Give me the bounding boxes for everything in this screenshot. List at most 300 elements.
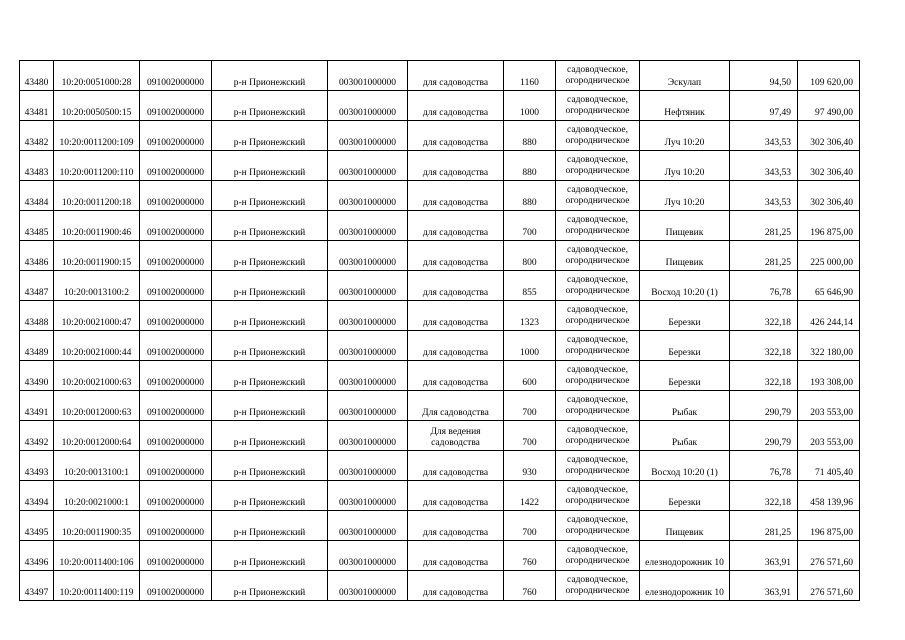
cadastral-number-cell xyxy=(54,301,140,331)
specific-value-cell xyxy=(730,301,798,331)
area-cell-text: 760 xyxy=(522,558,537,568)
record-id-cell xyxy=(20,91,54,121)
okato-code-cell-text: 091002000000 xyxy=(147,498,204,508)
specific-value-cell-text: 281,25 xyxy=(764,528,791,538)
area-cell-text: 880 xyxy=(522,138,537,148)
cadastral-value-cell xyxy=(798,331,860,361)
cadastral-number-cell-text: 10:20:0021000:44 xyxy=(61,348,132,358)
specific-value-cell-text: 290,79 xyxy=(764,408,791,418)
record-id-cell xyxy=(20,121,54,151)
category-cell-text: садоводческое, xyxy=(567,274,628,285)
cadastral-number-cell xyxy=(54,211,140,241)
category-cell xyxy=(556,211,640,241)
district-cell xyxy=(212,301,328,331)
oktmo-code-cell xyxy=(328,181,408,211)
district-cell xyxy=(212,571,328,601)
okato-code-cell xyxy=(140,361,212,391)
partnership-cell xyxy=(640,91,730,121)
oktmo-code-cell-text: 003001000000 xyxy=(339,348,396,358)
district-cell-text: р-н Прионежский xyxy=(233,108,306,118)
category-cell-text-line2: огородническое xyxy=(565,165,630,176)
specific-value-cell-text: 290,79 xyxy=(764,438,791,448)
cadastral-value-cell xyxy=(798,541,860,571)
oktmo-code-cell-text: 003001000000 xyxy=(339,408,396,418)
permitted-use-cell xyxy=(408,421,504,451)
partnership-cell xyxy=(640,241,730,271)
oktmo-code-cell-text: 003001000000 xyxy=(339,378,396,388)
record-id-cell xyxy=(20,211,54,241)
oktmo-code-cell xyxy=(328,211,408,241)
permitted-use-cell-text: для садоводства xyxy=(422,558,489,568)
partnership-cell xyxy=(640,181,730,211)
oktmo-code-cell-text: 003001000000 xyxy=(339,588,396,598)
area-cell-text: 930 xyxy=(522,468,537,478)
permitted-use-cell-text: для садоводства xyxy=(422,378,489,388)
specific-value-cell xyxy=(730,181,798,211)
record-id-cell-text: 43492 xyxy=(24,438,49,448)
okato-code-cell-text: 091002000000 xyxy=(147,378,204,388)
district-cell xyxy=(212,391,328,421)
oktmo-code-cell xyxy=(328,91,408,121)
district-cell xyxy=(212,451,328,481)
area-cell xyxy=(504,211,556,241)
cadastral-number-cell xyxy=(54,361,140,391)
cadastral-value-cell xyxy=(798,451,860,481)
category-cell xyxy=(556,571,640,601)
okato-code-cell xyxy=(140,541,212,571)
district-cell-text: р-н Прионежский xyxy=(233,258,306,268)
partnership-cell xyxy=(640,391,730,421)
cadastral-number-cell xyxy=(54,331,140,361)
table-row xyxy=(20,481,860,511)
record-id-cell xyxy=(20,571,54,601)
cadastral-number-cell-text: 10:20:0011900:35 xyxy=(61,528,132,538)
okato-code-cell xyxy=(140,331,212,361)
cadastral-number-cell-text: 10:20:0051000:28 xyxy=(61,78,132,88)
area-cell-text: 700 xyxy=(522,528,537,538)
partnership-cell xyxy=(640,361,730,391)
cadastral-number-cell xyxy=(54,421,140,451)
category-cell-text: садоводческое, xyxy=(567,184,628,195)
permitted-use-cell-text: для садоводства xyxy=(422,108,489,118)
permitted-use-cell-text: для садоводства xyxy=(422,498,489,508)
specific-value-cell-text: 94,50 xyxy=(769,78,791,88)
partnership-cell xyxy=(640,301,730,331)
okato-code-cell-text: 091002000000 xyxy=(147,348,204,358)
okato-code-cell-text: 091002000000 xyxy=(147,78,204,88)
partnership-cell xyxy=(640,541,730,571)
specific-value-cell xyxy=(730,391,798,421)
cadastral-value-cell-text: 97 490,00 xyxy=(815,108,853,118)
table-row xyxy=(20,271,860,301)
district-cell-text: р-н Прионежский xyxy=(233,78,306,88)
category-cell xyxy=(556,151,640,181)
district-cell-text: р-н Прионежский xyxy=(233,318,306,328)
cadastral-value-cell-text: 458 139,96 xyxy=(810,498,853,508)
specific-value-cell xyxy=(730,211,798,241)
area-cell xyxy=(504,421,556,451)
category-cell-text-line2: огородническое xyxy=(565,315,630,326)
cadastral-value-cell xyxy=(798,391,860,421)
record-id-cell xyxy=(20,331,54,361)
permitted-use-cell xyxy=(408,541,504,571)
okato-code-cell-text: 091002000000 xyxy=(147,228,204,238)
okato-code-cell xyxy=(140,451,212,481)
cadastral-value-cell xyxy=(798,271,860,301)
table-row xyxy=(20,331,860,361)
oktmo-code-cell xyxy=(328,331,408,361)
okato-code-cell-text: 091002000000 xyxy=(147,528,204,538)
record-id-cell-text: 43481 xyxy=(24,108,49,118)
record-id-cell xyxy=(20,541,54,571)
permitted-use-cell xyxy=(408,91,504,121)
district-cell xyxy=(212,541,328,571)
record-id-cell xyxy=(20,481,54,511)
cadastral-value-cell-text: 322 180,00 xyxy=(810,348,853,358)
specific-value-cell-text: 343,53 xyxy=(764,138,791,148)
land-registry-table xyxy=(19,60,860,601)
partnership-cell-text: Рыбак xyxy=(671,408,698,418)
district-cell xyxy=(212,121,328,151)
district-cell xyxy=(212,271,328,301)
partnership-cell-text: Березки xyxy=(668,498,701,508)
district-cell-text: р-н Прионежский xyxy=(233,528,306,538)
specific-value-cell-text: 363,91 xyxy=(764,588,791,598)
cadastral-number-cell xyxy=(54,271,140,301)
cadastral-number-cell xyxy=(54,511,140,541)
permitted-use-cell-text: для садоводства xyxy=(422,228,489,238)
okato-code-cell-text: 091002000000 xyxy=(147,588,204,598)
permitted-use-cell xyxy=(408,511,504,541)
permitted-use-cell xyxy=(408,271,504,301)
specific-value-cell xyxy=(730,151,798,181)
category-cell-text: садоводческое, xyxy=(567,364,628,375)
oktmo-code-cell xyxy=(328,391,408,421)
table-row xyxy=(20,421,860,451)
record-id-cell xyxy=(20,361,54,391)
cadastral-value-cell-text: 196 875,00 xyxy=(810,228,853,238)
permitted-use-cell-text-line2: садоводства xyxy=(431,438,480,448)
oktmo-code-cell-text: 003001000000 xyxy=(339,138,396,148)
cadastral-value-cell xyxy=(798,481,860,511)
category-cell-text-line2: огородническое xyxy=(565,525,630,536)
category-cell xyxy=(556,541,640,571)
cadastral-number-cell xyxy=(54,241,140,271)
category-cell xyxy=(556,301,640,331)
cadastral-number-cell xyxy=(54,391,140,421)
category-cell xyxy=(556,481,640,511)
district-cell xyxy=(212,241,328,271)
record-id-cell xyxy=(20,391,54,421)
district-cell-text: р-н Прионежский xyxy=(233,288,306,298)
cadastral-number-cell-text: 10:20:0013100:2 xyxy=(64,288,129,298)
partnership-cell-text: елезнодорожник 10 xyxy=(645,558,724,568)
cadastral-value-cell-text: 203 553,00 xyxy=(810,438,853,448)
record-id-cell xyxy=(20,241,54,271)
category-cell-text: садоводческое, xyxy=(567,334,628,345)
category-cell-text-line2: огородническое xyxy=(565,225,630,236)
area-cell-text: 1000 xyxy=(520,108,539,118)
area-cell xyxy=(504,361,556,391)
district-cell xyxy=(212,61,328,91)
category-cell-text: садоводческое, xyxy=(567,214,628,225)
okato-code-cell-text: 091002000000 xyxy=(147,108,204,118)
district-cell-text: р-н Прионежский xyxy=(233,468,306,478)
partnership-cell-text: Пищевик xyxy=(665,228,704,238)
permitted-use-cell-text: для садоводства xyxy=(422,468,489,478)
partnership-cell-text: Березки xyxy=(668,318,701,328)
area-cell-text: 700 xyxy=(522,228,537,238)
cadastral-number-cell xyxy=(54,451,140,481)
permitted-use-cell-text: для садоводства xyxy=(422,318,489,328)
category-cell-text-line2: огородническое xyxy=(565,405,630,416)
specific-value-cell-text: 281,25 xyxy=(764,258,791,268)
permitted-use-cell-text: для садоводства xyxy=(422,168,489,178)
cadastral-value-cell xyxy=(798,121,860,151)
record-id-cell-text: 43484 xyxy=(24,198,49,208)
area-cell xyxy=(504,271,556,301)
cadastral-value-cell-text: 203 553,00 xyxy=(810,408,853,418)
record-id-cell-text: 43494 xyxy=(24,498,49,508)
cadastral-value-cell xyxy=(798,421,860,451)
oktmo-code-cell-text: 003001000000 xyxy=(339,228,396,238)
specific-value-cell xyxy=(730,121,798,151)
cadastral-value-cell-text: 302 306,40 xyxy=(810,198,853,208)
cadastral-number-cell xyxy=(54,181,140,211)
category-cell-text-line2: огородническое xyxy=(565,105,630,116)
oktmo-code-cell-text: 003001000000 xyxy=(339,468,396,478)
area-cell xyxy=(504,241,556,271)
category-cell xyxy=(556,61,640,91)
partnership-cell-text: Луч 10:20 xyxy=(664,138,705,148)
oktmo-code-cell xyxy=(328,481,408,511)
oktmo-code-cell xyxy=(328,271,408,301)
oktmo-code-cell xyxy=(328,571,408,601)
permitted-use-cell-text: для садоводства xyxy=(422,78,489,88)
cadastral-number-cell-text: 10:20:0011400:106 xyxy=(59,558,134,568)
area-cell-text: 880 xyxy=(522,198,537,208)
okato-code-cell xyxy=(140,211,212,241)
specific-value-cell-text: 97,49 xyxy=(769,108,791,118)
category-cell xyxy=(556,331,640,361)
cadastral-number-cell xyxy=(54,571,140,601)
permitted-use-cell xyxy=(408,361,504,391)
okato-code-cell-text: 091002000000 xyxy=(147,468,204,478)
table-row xyxy=(20,91,860,121)
district-cell xyxy=(212,211,328,241)
permitted-use-cell xyxy=(408,451,504,481)
okato-code-cell xyxy=(140,571,212,601)
oktmo-code-cell xyxy=(328,151,408,181)
permitted-use-cell-text: Для садоводства xyxy=(422,408,489,418)
cadastral-number-cell-text: 10:20:0011200:18 xyxy=(61,198,132,208)
district-cell-text: р-н Прионежский xyxy=(233,438,306,448)
okato-code-cell xyxy=(140,511,212,541)
okato-code-cell-text: 091002000000 xyxy=(147,138,204,148)
cadastral-number-cell-text: 10:20:0012000:63 xyxy=(61,408,132,418)
district-cell xyxy=(212,481,328,511)
table-row xyxy=(20,571,860,601)
permitted-use-cell-text: для садоводства xyxy=(422,198,489,208)
category-cell xyxy=(556,361,640,391)
permitted-use-cell-text: для садоводства xyxy=(422,348,489,358)
permitted-use-cell xyxy=(408,121,504,151)
category-cell-text-line2: огородническое xyxy=(565,255,630,266)
category-cell xyxy=(556,121,640,151)
category-cell-text: садоводческое, xyxy=(567,454,628,465)
specific-value-cell xyxy=(730,511,798,541)
area-cell xyxy=(504,151,556,181)
cadastral-value-cell xyxy=(798,361,860,391)
okato-code-cell-text: 091002000000 xyxy=(147,258,204,268)
partnership-cell-text: Рыбак xyxy=(671,438,698,448)
area-cell xyxy=(504,301,556,331)
okato-code-cell xyxy=(140,421,212,451)
area-cell-text: 1160 xyxy=(520,78,539,88)
oktmo-code-cell-text: 003001000000 xyxy=(339,258,396,268)
category-cell-text: садоводческое, xyxy=(567,394,628,405)
category-cell xyxy=(556,451,640,481)
record-id-cell-text: 43488 xyxy=(24,318,49,328)
permitted-use-cell-text: для садоводства xyxy=(422,288,489,298)
category-cell xyxy=(556,271,640,301)
partnership-cell-text: Пищевик xyxy=(665,258,704,268)
specific-value-cell xyxy=(730,421,798,451)
partnership-cell xyxy=(640,151,730,181)
specific-value-cell-text: 363,91 xyxy=(764,558,791,568)
cadastral-value-cell-text: 65 646,90 xyxy=(815,288,853,298)
specific-value-cell xyxy=(730,61,798,91)
specific-value-cell xyxy=(730,331,798,361)
okato-code-cell-text: 091002000000 xyxy=(147,288,204,298)
cadastral-value-cell-text: 426 244,14 xyxy=(810,318,853,328)
record-id-cell xyxy=(20,451,54,481)
okato-code-cell xyxy=(140,241,212,271)
category-cell-text-line2: огородническое xyxy=(565,585,630,596)
oktmo-code-cell xyxy=(328,121,408,151)
oktmo-code-cell-text: 003001000000 xyxy=(339,318,396,328)
specific-value-cell xyxy=(730,91,798,121)
oktmo-code-cell-text: 003001000000 xyxy=(339,438,396,448)
cadastral-value-cell xyxy=(798,211,860,241)
partnership-cell-text: Восход 10:20 (1) xyxy=(651,468,718,478)
record-id-cell-text: 43483 xyxy=(24,168,49,178)
partnership-cell-text: Восход 10:20 (1) xyxy=(651,288,718,298)
record-id-cell-text: 43490 xyxy=(24,378,49,388)
specific-value-cell xyxy=(730,571,798,601)
category-cell-text: садоводческое, xyxy=(567,94,628,105)
partnership-cell-text: Березки xyxy=(668,378,701,388)
cadastral-number-cell xyxy=(54,481,140,511)
permitted-use-cell xyxy=(408,181,504,211)
category-cell-text-line2: огородническое xyxy=(565,135,630,146)
record-id-cell-text: 43485 xyxy=(24,228,49,238)
permitted-use-cell xyxy=(408,211,504,241)
cadastral-number-cell-text: 10:20:0021000:1 xyxy=(64,498,129,508)
category-cell-text: садоводческое, xyxy=(567,154,628,165)
cadastral-value-cell-text: 109 620,00 xyxy=(810,78,853,88)
table-row xyxy=(20,511,860,541)
partnership-cell xyxy=(640,331,730,361)
table-row xyxy=(20,541,860,571)
area-cell-text: 1323 xyxy=(520,318,539,328)
record-id-cell-text: 43495 xyxy=(24,528,49,538)
cadastral-value-cell-text: 276 571,60 xyxy=(810,558,853,568)
record-id-cell-text: 43496 xyxy=(24,558,49,568)
cadastral-number-cell xyxy=(54,541,140,571)
area-cell-text: 855 xyxy=(522,288,537,298)
specific-value-cell-text: 322,18 xyxy=(764,348,791,358)
okato-code-cell xyxy=(140,61,212,91)
cadastral-value-cell xyxy=(798,91,860,121)
specific-value-cell xyxy=(730,361,798,391)
permitted-use-cell-text: Для ведения xyxy=(430,427,481,437)
partnership-cell-text: Нефтяник xyxy=(664,108,705,118)
cadastral-number-cell-text: 10:20:0011900:46 xyxy=(61,228,132,238)
specific-value-cell-text: 281,25 xyxy=(764,228,791,238)
permitted-use-cell xyxy=(408,571,504,601)
cadastral-number-cell-text: 10:20:0011200:109 xyxy=(59,138,134,148)
district-cell-text: р-н Прионежский xyxy=(233,198,306,208)
cadastral-value-cell-text: 196 875,00 xyxy=(810,528,853,538)
land-registry-sheet xyxy=(19,60,860,601)
specific-value-cell-text: 322,18 xyxy=(764,318,791,328)
partnership-cell xyxy=(640,421,730,451)
cadastral-number-cell-text: 10:20:0021000:63 xyxy=(61,378,132,388)
specific-value-cell xyxy=(730,241,798,271)
partnership-cell-text: Луч 10:20 xyxy=(664,168,705,178)
oktmo-code-cell xyxy=(328,541,408,571)
okato-code-cell-text: 091002000000 xyxy=(147,198,204,208)
category-cell-text: садоводческое, xyxy=(567,424,628,435)
table-row xyxy=(20,361,860,391)
okato-code-cell xyxy=(140,151,212,181)
specific-value-cell-text: 343,53 xyxy=(764,168,791,178)
permitted-use-cell xyxy=(408,331,504,361)
category-cell xyxy=(556,241,640,271)
table-row xyxy=(20,61,860,91)
cadastral-number-cell-text: 10:20:0011900:15 xyxy=(61,258,132,268)
district-cell xyxy=(212,421,328,451)
partnership-cell xyxy=(640,271,730,301)
cadastral-value-cell xyxy=(798,301,860,331)
area-cell-text: 600 xyxy=(522,378,537,388)
table-row xyxy=(20,151,860,181)
partnership-cell xyxy=(640,571,730,601)
okato-code-cell xyxy=(140,181,212,211)
specific-value-cell xyxy=(730,541,798,571)
okato-code-cell-text: 091002000000 xyxy=(147,168,204,178)
cadastral-number-cell-text: 10:20:0013100:1 xyxy=(64,468,129,478)
okato-code-cell xyxy=(140,121,212,151)
category-cell-text: садоводческое, xyxy=(567,124,628,135)
cadastral-value-cell-text: 302 306,40 xyxy=(810,168,853,178)
table-row xyxy=(20,391,860,421)
oktmo-code-cell xyxy=(328,421,408,451)
district-cell-text: р-н Прионежский xyxy=(233,408,306,418)
district-cell xyxy=(212,91,328,121)
partnership-cell-text: Березки xyxy=(668,348,701,358)
permitted-use-cell xyxy=(408,481,504,511)
partnership-cell-text: елезнодорожник 10 xyxy=(645,588,724,598)
permitted-use-cell-text: для садоводства xyxy=(422,138,489,148)
partnership-cell xyxy=(640,511,730,541)
district-cell-text: р-н Прионежский xyxy=(233,138,306,148)
permitted-use-cell xyxy=(408,61,504,91)
category-cell-text: садоводческое, xyxy=(567,304,628,315)
permitted-use-cell-text: для садоводства xyxy=(422,528,489,538)
cadastral-number-cell-text: 10:20:0050500:15 xyxy=(61,108,132,118)
